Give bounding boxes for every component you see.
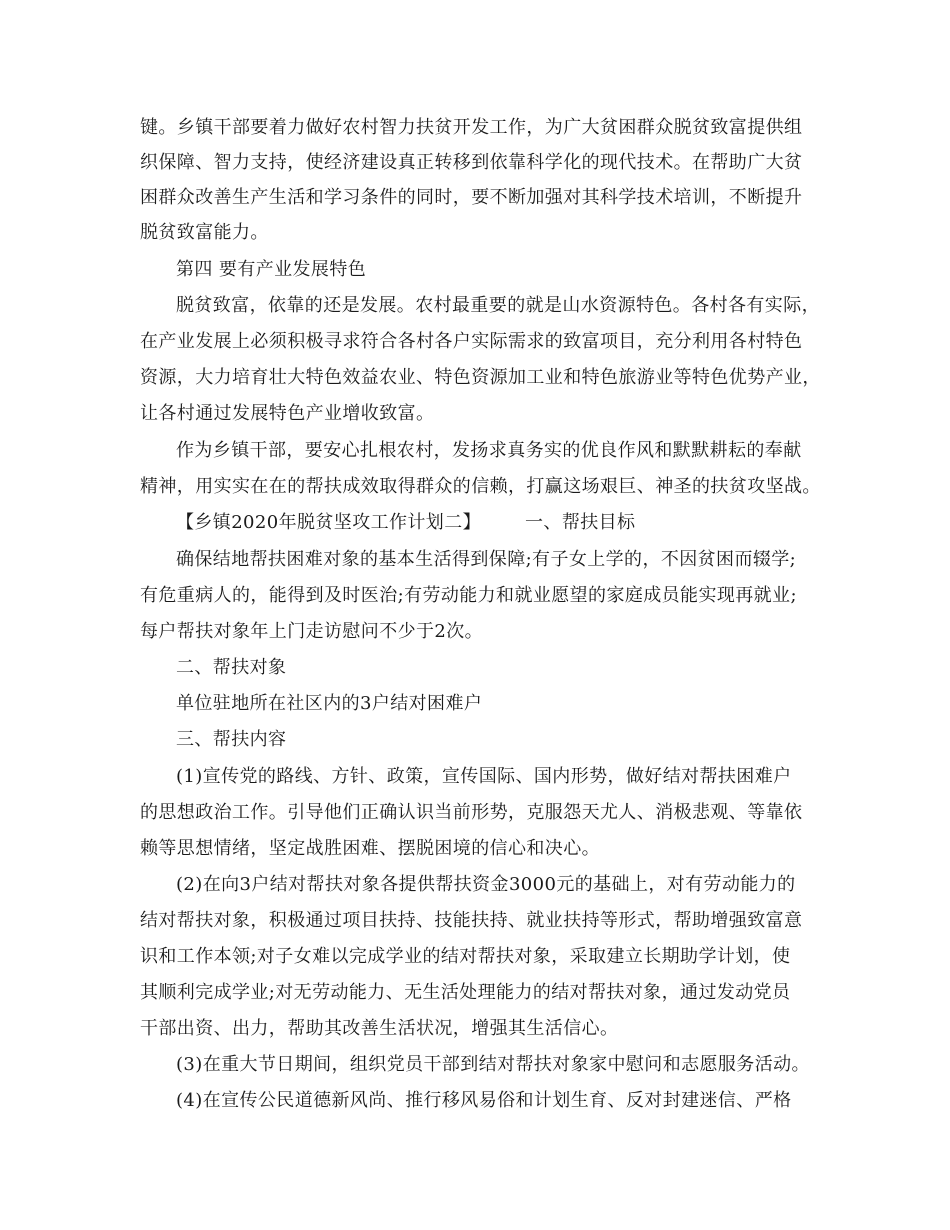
plan-title: 【乡镇2020年脱贫坚攻工作计划二】 bbox=[176, 512, 482, 533]
text-line: (2)在向3户结对帮扶对象各提供帮扶资金3000元的基础上，对有劳动能力的 bbox=[176, 874, 796, 895]
text-line: 干部出资、出力，帮助其改善生活状况，增强其生活信心。 bbox=[140, 1018, 619, 1039]
text-line: 精神，用实实在在的帮扶成效取得群众的信赖，打赢这场艰巨、神圣的扶贫攻坚战。 bbox=[140, 476, 821, 497]
section-heading: 第四 要有产业发展特色 bbox=[176, 259, 367, 280]
text-line: 资源，大力培育壮大特色效益农业、特色资源加工业和特色旅游业等特色优势产业， bbox=[140, 367, 821, 388]
text-line: 其顺利完成学业;对无劳动能力、无生活处理能力的结对帮扶对象，通过发动党员 bbox=[140, 982, 791, 1003]
text-line: 作为乡镇干部，要安心扎根农村，发扬求真务实的优良作风和默默耕耘的奉献 bbox=[176, 440, 802, 461]
text-line: 单位驻地所在社区内的3户结对困难户 bbox=[176, 693, 483, 714]
section-heading: 二、帮扶对象 bbox=[176, 657, 287, 678]
text-line: 困群众改善生产生活和学习条件的同时，要不断加强对其科学技术培训，不断提升 bbox=[140, 187, 803, 208]
text-line: 脱贫致富能力。 bbox=[140, 222, 269, 243]
section-heading: 三、帮扶内容 bbox=[176, 729, 287, 750]
text-line: 的思想政治工作。引导他们正确认识当前形势，克服怨天尤人、消极悲观、等靠依 bbox=[140, 802, 803, 823]
section-title bbox=[176, 508, 866, 538]
text-line: 织保障、智力支持，使经济建设真正转移到依靠科学化的现代技术。在帮助广大贫 bbox=[140, 152, 803, 173]
text-line: 键。乡镇干部要着力做好农村智力扶贫开发工作，为广大贫困群众脱贫致富提供组 bbox=[140, 117, 803, 138]
text-line: 识和工作本领;对子女难以完成学业的结对帮扶对象，采取建立长期助学计划，使 bbox=[140, 946, 791, 967]
text-line: 有危重病人的，能得到及时医治;有劳动能力和就业愿望的家庭成员能实现再就业; bbox=[140, 585, 797, 606]
text-line: 脱贫致富，依靠的还是发展。农村最重要的就是山水资源特色。各村各有实际， bbox=[176, 295, 820, 316]
section-heading: 一、帮扶目标 bbox=[525, 512, 636, 533]
text-line: (3)在重大节日期间，组织党员干部到结对帮扶对象家中慰问和志愿服务活动。 bbox=[176, 1054, 810, 1075]
text-line: (1)宣传党的路线、方针、政策，宣传国际、国内形势，做好结对帮扶困难户 bbox=[176, 766, 792, 787]
text-line: (4)在宣传公民道德新风尚、推行移风易俗和计划生育、反对封建迷信、严格 bbox=[176, 1090, 792, 1111]
text-line: 确保结地帮扶困难对象的基本生活得到保障;有子女上学的，不因贫困而辍学; bbox=[176, 549, 797, 570]
text-line: 赖等思想情绪，坚定战胜困难、摆脱困境的信心和决心。 bbox=[140, 838, 600, 859]
text-line: 结对帮扶对象，积极通过项目扶持、技能扶持、就业扶持等形式，帮助增强致富意 bbox=[140, 910, 803, 931]
text-line: 让各村通过发展特色产业增收致富。 bbox=[140, 403, 435, 424]
text-line: 每户帮扶对象年上门走访慰问不少于2次。 bbox=[140, 621, 484, 642]
text-line: 在产业发展上必须积极寻求符合各村各户实际需求的致富项目，充分利用各村特色 bbox=[140, 331, 803, 352]
